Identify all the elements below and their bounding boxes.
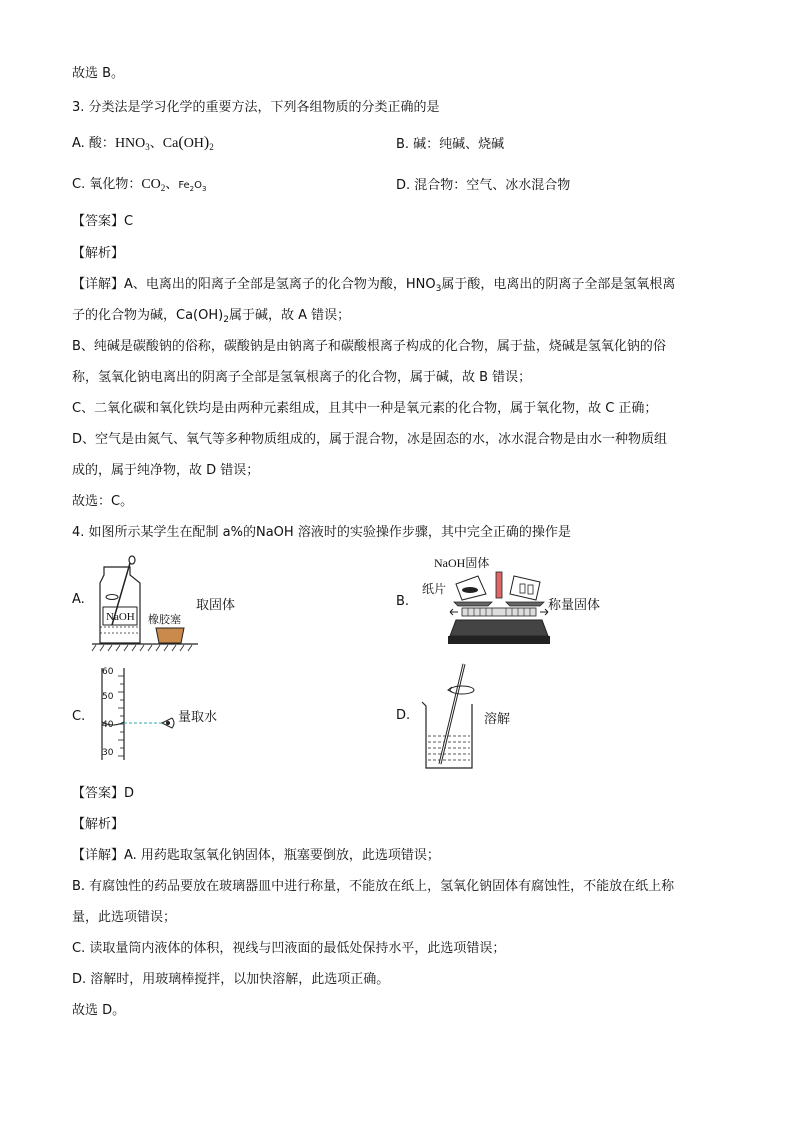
q3-option-c-formula-1: $CO_2$: [141, 177, 166, 193]
q4-analysis-tag: 【解析】: [72, 817, 125, 832]
answer-value: C: [124, 214, 134, 229]
q4-conclusion: 故选 D。: [72, 1003, 126, 1018]
q3-detail-1: 【详解】A、电离出的阳离子全部是氢离子的化合物为酸，$HNO_3$属于酸，电离出的阴离子全部是氢氧根离: [72, 277, 676, 294]
q3-detail-5: C、二氧化碳和氧化铁均是由两种元素组成，且其中一种是氧元素的化合物，属于氧化物，故 C 正确；: [72, 401, 658, 416]
q4-option-a-letter: A.: [72, 592, 85, 607]
q4-option-c-caption: 量取水: [178, 710, 218, 725]
cylinder-tick-60: 60: [102, 667, 114, 677]
q3-analysis-tag: 【解析】: [72, 246, 125, 261]
paper-label: 纸片: [422, 582, 447, 596]
cylinder-tick-50: 50: [102, 692, 114, 702]
beaker-stirring-figure: [418, 660, 482, 772]
q3-option-d: D. 混合物：空气、冰水混合物: [396, 178, 571, 193]
q4-detail-5: D. 溶解时，用玻璃棒搅拌，以加快溶解，此选项正确。: [72, 972, 390, 987]
answer-value: D: [124, 786, 135, 801]
q4-option-d-caption: 溶解: [484, 712, 511, 727]
q4-detail-2: B. 有腐蚀性的药品要放在玻璃器皿中进行称量，不能放在纸上，氢氧化钠固体有腐蚀性，不能放在纸上称: [72, 879, 675, 894]
q3-detail-7: 成的，属于纯净物，故 D 错误；: [72, 463, 260, 478]
q3-option-a-formula-1: $HNO_3$: [114, 136, 150, 152]
q4-option-a-caption: 取固体: [196, 598, 236, 613]
cylinder-tick-30: 30: [102, 748, 114, 758]
q3-option-a: A. 酸：$HNO_3$、$Ca(OH)_2$: [72, 134, 214, 152]
stopper-label: 橡胶塞: [148, 613, 181, 626]
cylinder-tick-40: 40: [102, 720, 114, 730]
q4-option-b-letter: B.: [396, 594, 410, 609]
q4-detail-3: 量，此选项错误；: [72, 910, 177, 925]
q4-detail-1: 【详解】A. 用药匙取氢氧化钠固体，瓶塞要倒放，此选项错误；: [72, 848, 440, 863]
q4-detail-4: C. 读取量筒内液体的体积，视线与凹液面的最低处保持水平，此选项错误；: [72, 941, 506, 956]
q4-option-c-letter: C.: [72, 709, 86, 724]
q3-answer: [72, 212, 133, 232]
q3-detail-4: 称，氢氧化钠电离出的阴离子全部是氢氧根离子的化合物，属于碱，故 B 错误；: [72, 370, 532, 385]
q3-detail-6: D、空气是由氮气、氧气等多种物质组成的，属于混合物，冰是固态的水，冰水混合物是由水一种物质组: [72, 432, 668, 447]
q3-conclusion: 故选：C。: [72, 494, 134, 509]
reagent-bottle-figure: [90, 555, 200, 655]
q4-stem: 4. 如图所示某学生在配制 a%的NaOH 溶液时的实验操作步骤，其中完全正确的操作是: [72, 525, 571, 540]
prev-conclusion: 故选 B。: [72, 66, 125, 81]
answer-tag: 【答案】: [72, 786, 125, 801]
q3-option-b: B. 碱：纯碱、烧碱: [396, 137, 505, 152]
naoh-solid-label: NaOH固体: [434, 556, 490, 570]
q3-option-c: C. 氧化物：$CO_2$、$Fe_2O_3$: [72, 177, 207, 193]
balance-figure: [448, 570, 554, 648]
q3-detail-3: B、纯碱是碳酸钠的俗称，碳酸钠是由钠离子和碳酸根离子构成的化合物，属于盐，烧碱是氢氧化钠的俗: [72, 339, 666, 354]
q4-answer: [72, 784, 134, 804]
q3-stem: 3. 分类法是学习化学的重要方法，下列各组物质的分类正确的是: [72, 100, 440, 115]
q4-option-d-letter: D.: [396, 708, 411, 723]
q3-detail-2: 子的化合物为碱，$Ca(OH)_2$属于碱，故 A 错误；: [72, 308, 351, 325]
q3-option-c-formula-2: $Fe_2O_3$: [178, 180, 207, 193]
q3-option-a-formula-2: $Ca(OH)_2$: [162, 134, 214, 152]
q3-option-a-prefix: A. 酸：: [72, 136, 115, 151]
answer-tag: 【答案】: [72, 214, 125, 229]
bottle-label: NaOH: [106, 611, 135, 623]
q4-option-b-caption: 称量固体: [548, 598, 601, 613]
